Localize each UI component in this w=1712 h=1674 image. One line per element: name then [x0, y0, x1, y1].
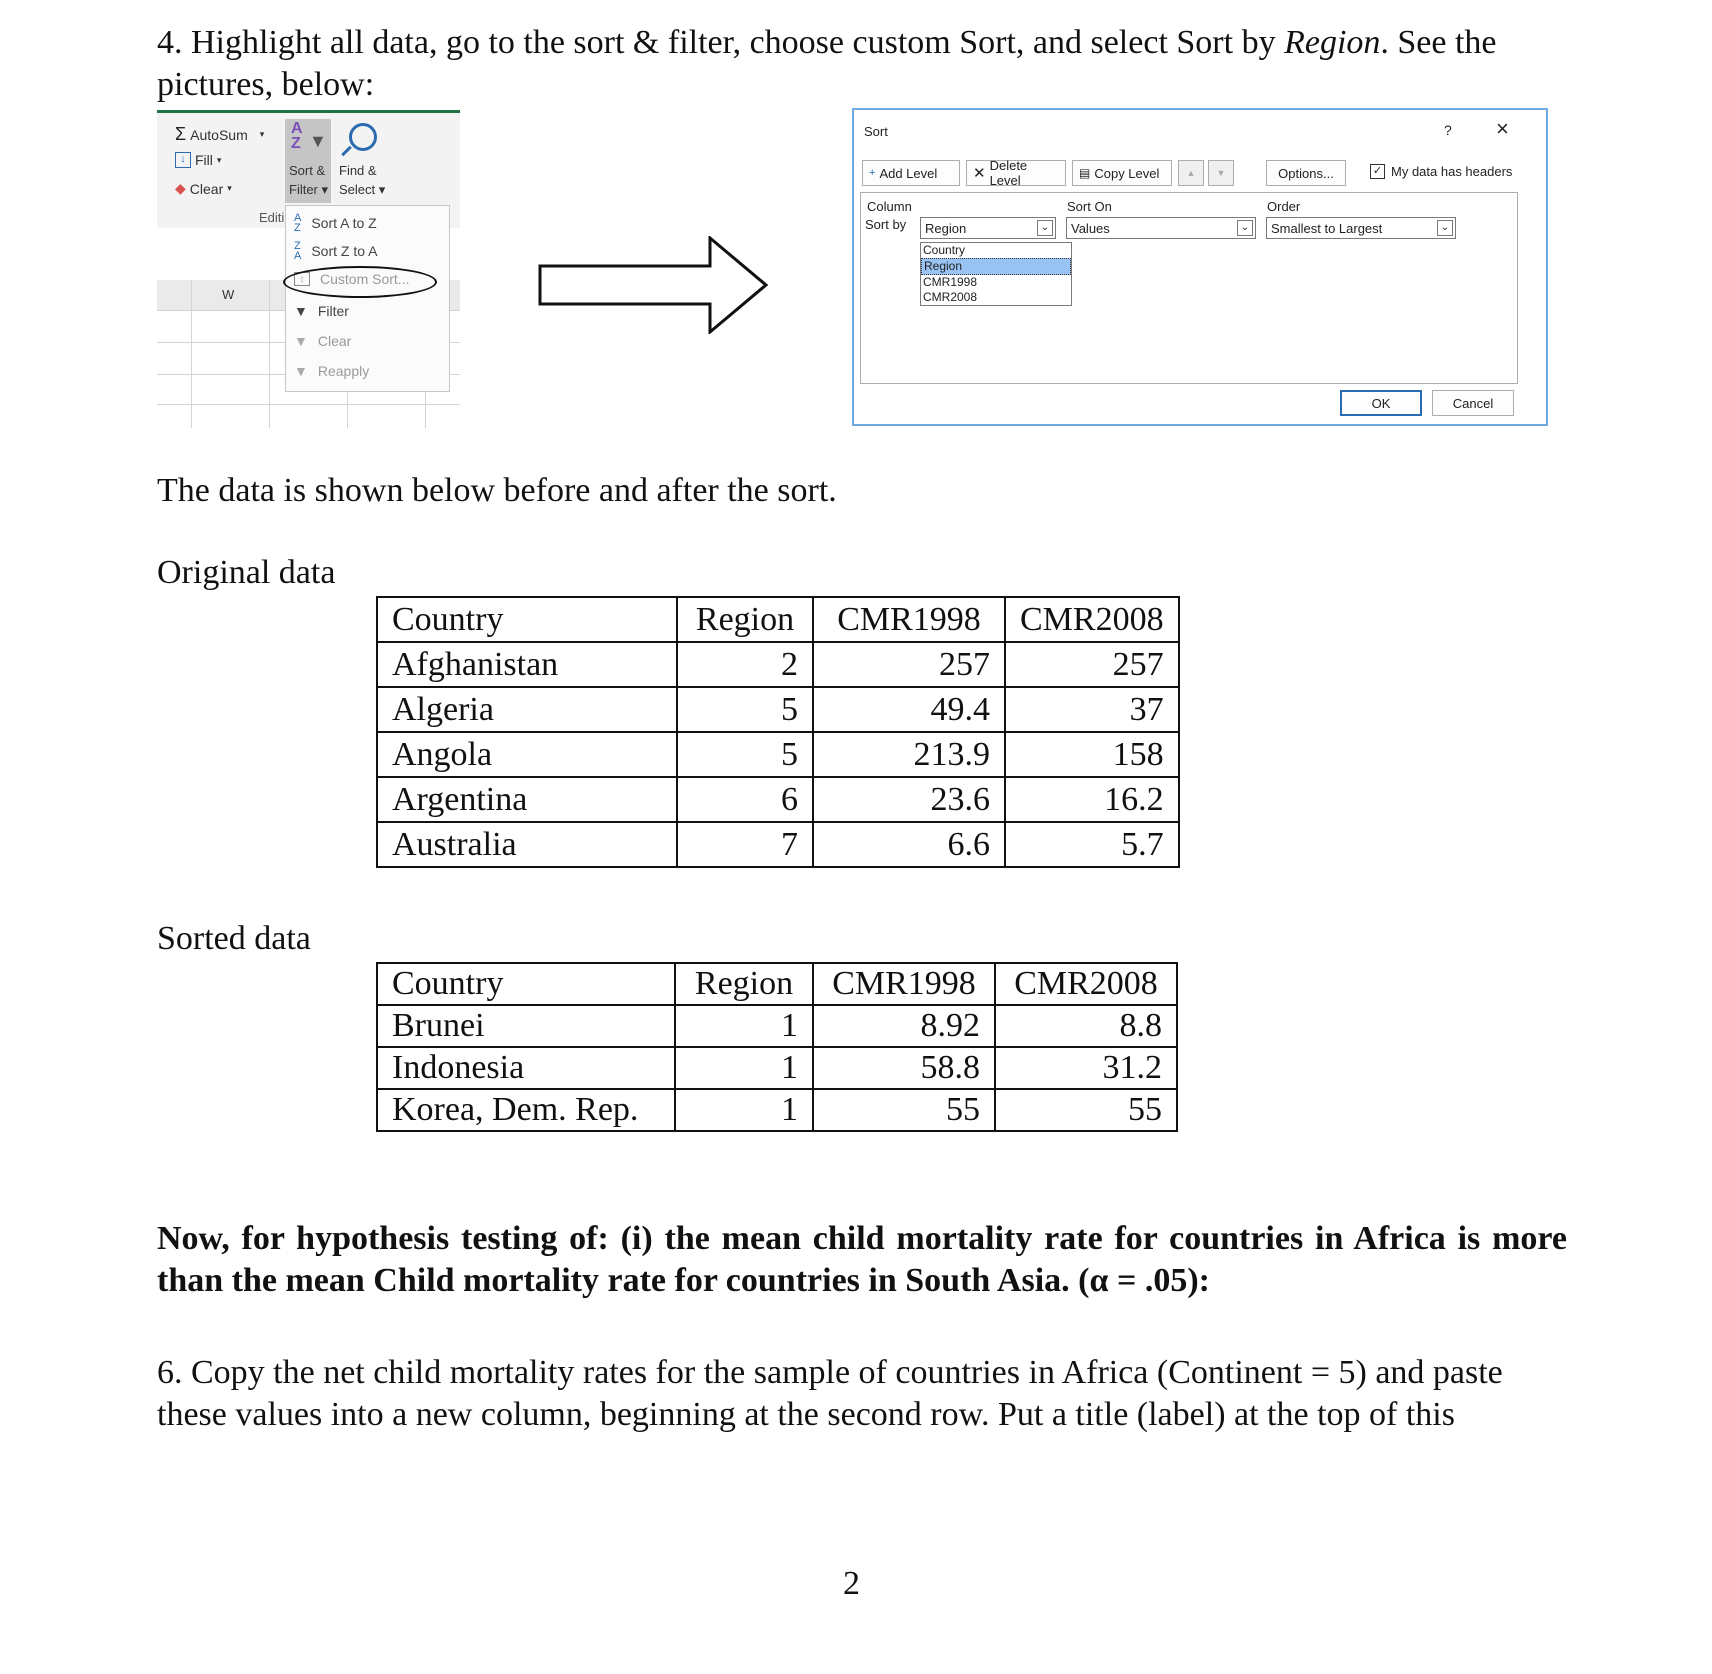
menu-item-clear[interactable]: ▼ Clear — [294, 333, 352, 349]
table-cell: Brunei — [377, 1005, 675, 1047]
dropdown-arrow-icon: ▾ — [227, 183, 232, 193]
table-cell: 1 — [675, 1089, 813, 1131]
chevron-down-icon: ⌄ — [1037, 220, 1053, 236]
sort-on-header: Sort On — [1067, 199, 1112, 214]
sort-dialog — [852, 108, 1548, 426]
menu-item-reapply[interactable]: ▼ Reapply — [294, 363, 370, 379]
header-cell: CMR1998 — [813, 963, 995, 1005]
add-level-icon: + — [869, 167, 876, 179]
table-cell: 257 — [813, 642, 1005, 687]
checkbox-checked-icon: ✓ — [1370, 164, 1385, 179]
chevron-down-icon: ⌄ — [1437, 220, 1453, 236]
right-arrow-icon — [538, 236, 770, 334]
dropdown-arrow-icon: ▾ — [216, 154, 222, 165]
header-cell: CMR2008 — [995, 963, 1177, 1005]
sort-a-z-icon: A Z — [294, 212, 302, 234]
table-cell: Argentina — [377, 777, 677, 822]
table-cell: Korea, Dem. Rep. — [377, 1089, 675, 1131]
table-cell: 257 — [1005, 642, 1179, 687]
menu-item-sort-z-a[interactable]: Z A Sort Z to A — [294, 240, 378, 262]
sort-filter-menu — [285, 205, 450, 392]
fill-button[interactable]: ↓ Fill ▾ — [175, 152, 221, 168]
header-cell: CMR1998 — [813, 597, 1005, 642]
table-row — [377, 642, 1179, 687]
dialog-title: Sort — [864, 124, 888, 139]
sort-filter-icon: A Z — [291, 120, 303, 152]
table-row — [377, 732, 1179, 777]
table-cell: 7 — [677, 822, 813, 867]
sort-z-a-icon: Z A — [294, 240, 302, 262]
help-button[interactable]: ? — [1444, 122, 1452, 138]
move-up-button[interactable] — [1178, 160, 1204, 186]
header-cell: Region — [677, 597, 813, 642]
up-arrow-icon: ▲ — [1186, 168, 1196, 178]
funnel-icon: ▼ — [294, 303, 308, 319]
list-option-selected[interactable]: Region — [921, 258, 1071, 275]
original-data-table — [376, 596, 1180, 868]
clear-filter-icon: ▼ — [294, 333, 308, 349]
funnel-icon: ▼ — [309, 131, 327, 151]
table-cell: 213.9 — [813, 732, 1005, 777]
down-arrow-icon: ▼ — [1216, 168, 1226, 178]
ok-button[interactable]: OK — [1340, 390, 1422, 416]
table-row — [377, 822, 1179, 867]
menu-item-sort-a-z[interactable]: A Z Sort A to Z — [294, 212, 377, 234]
table-cell: 49.4 — [813, 687, 1005, 732]
custom-sort-icon: ↕ — [294, 272, 310, 286]
table-cell: 1 — [675, 1047, 813, 1089]
reapply-icon: ▼ — [294, 363, 308, 379]
chevron-down-icon: ⌄ — [1237, 220, 1253, 236]
menu-item-custom-sort[interactable]: ↕ Custom Sort... — [294, 271, 409, 287]
table-cell: Indonesia — [377, 1047, 675, 1089]
table-row — [377, 1047, 1177, 1089]
table-header-row — [377, 963, 1177, 1005]
intro-sort-text: The data is shown below before and after the sort. — [157, 472, 837, 509]
sort-by-label: Sort by — [865, 217, 907, 232]
table-cell: 1 — [675, 1005, 813, 1047]
magnifier-icon — [349, 123, 377, 151]
table-cell: 16.2 — [1005, 777, 1179, 822]
sorted-data-label: Sorted data — [157, 920, 311, 957]
delete-level-button[interactable]: ✕ Delete Level — [966, 160, 1066, 186]
page-number: 2 — [843, 1565, 860, 1602]
column-header: Column — [867, 199, 912, 214]
sorted-data-table — [376, 962, 1178, 1132]
headers-checkbox[interactable]: ✓ My data has headers — [1370, 164, 1512, 179]
original-data-label: Original data — [157, 554, 336, 591]
table-cell: 58.8 — [813, 1047, 995, 1089]
header-cell: Country — [377, 963, 675, 1005]
highlight-oval — [283, 266, 437, 298]
table-cell: 6.6 — [813, 822, 1005, 867]
close-button[interactable]: × — [1496, 116, 1509, 141]
table-row — [377, 687, 1179, 732]
table-header-row — [377, 597, 1179, 642]
header-cell: Region — [675, 963, 813, 1005]
autosum-button[interactable]: Σ AutoSum ▾ — [175, 124, 265, 144]
list-option[interactable]: CMR1998 — [923, 275, 978, 289]
table-row — [377, 777, 1179, 822]
copy-level-button[interactable]: ▤ Copy Level — [1072, 160, 1172, 186]
table-cell: 5.7 — [1005, 822, 1179, 867]
excel-ribbon-screenshot — [157, 110, 460, 428]
table-cell: 55 — [995, 1089, 1177, 1131]
table-cell: 5 — [677, 732, 813, 777]
list-option[interactable]: Country — [923, 243, 966, 257]
table-cell: 158 — [1005, 732, 1179, 777]
dropdown-arrow-icon: ▾ — [259, 129, 265, 139]
table-cell: Angola — [377, 732, 677, 777]
step-4-instruction: 4. Highlight all data, go to the sort & filter, choose custom Sort, and select Sort by Region. See the pictures, below: — [157, 24, 1497, 103]
header-cell: CMR2008 — [1005, 597, 1179, 642]
column-dropdown-list — [920, 242, 1072, 306]
copy-icon: ▤ — [1079, 166, 1091, 180]
menu-item-filter[interactable]: ▼ Filter — [294, 303, 349, 319]
table-cell: 8.92 — [813, 1005, 995, 1047]
eraser-icon: ◆ — [175, 180, 186, 196]
table-cell: 8.8 — [995, 1005, 1177, 1047]
find-select-button[interactable]: Find & Select ▾ — [335, 119, 389, 203]
table-cell: 6 — [677, 777, 813, 822]
hypothesis-statement: Now, for hypothesis testing of: (i) the mean child mortality rate for countries in Africa is more than the mean Child mortality rate for countries in South Asia. (α = .05): — [157, 1220, 1567, 1299]
table-cell: 23.6 — [813, 777, 1005, 822]
sigma-icon: Σ — [175, 124, 187, 144]
sort-filter-button[interactable]: A Z ▼ Sort & Filter ▾ — [285, 119, 331, 203]
fill-down-icon: ↓ — [175, 152, 191, 168]
sort-by-combo[interactable]: Region ⌄ — [920, 217, 1056, 239]
table-cell: 55 — [813, 1089, 995, 1131]
table-cell: 5 — [677, 687, 813, 732]
header-cell: Country — [377, 597, 677, 642]
options-button[interactable]: Options... — [1266, 160, 1346, 186]
table-row — [377, 1005, 1177, 1047]
table-cell: Australia — [377, 822, 677, 867]
clear-button[interactable]: ◆ Clear ▾ — [175, 180, 232, 197]
add-level-button[interactable]: + Add Level — [862, 160, 960, 186]
move-down-button[interactable] — [1208, 160, 1234, 186]
step-6-instruction: 6. Copy the net child mortality rates for the sample of countries in Africa (Continent = 5) and paste these values into a new column, beginning at the second row. Put a title (label) at the top of this — [157, 1354, 1503, 1433]
order-combo[interactable]: Smallest to Largest ⌄ — [1266, 217, 1456, 239]
column-header-w[interactable]: W — [222, 287, 235, 302]
table-row — [377, 1089, 1177, 1131]
table-cell: 31.2 — [995, 1047, 1177, 1089]
table-cell: 37 — [1005, 687, 1179, 732]
table-cell: Afghanistan — [377, 642, 677, 687]
table-cell: Algeria — [377, 687, 677, 732]
delete-x-icon: ✕ — [973, 165, 986, 182]
cancel-button[interactable]: Cancel — [1432, 390, 1514, 416]
editing-group-label: Editi — [259, 210, 285, 225]
order-header: Order — [1267, 199, 1301, 214]
sort-on-combo[interactable]: Values ⌄ — [1066, 217, 1256, 239]
table-cell: 2 — [677, 642, 813, 687]
list-option[interactable]: CMR2008 — [923, 290, 978, 304]
